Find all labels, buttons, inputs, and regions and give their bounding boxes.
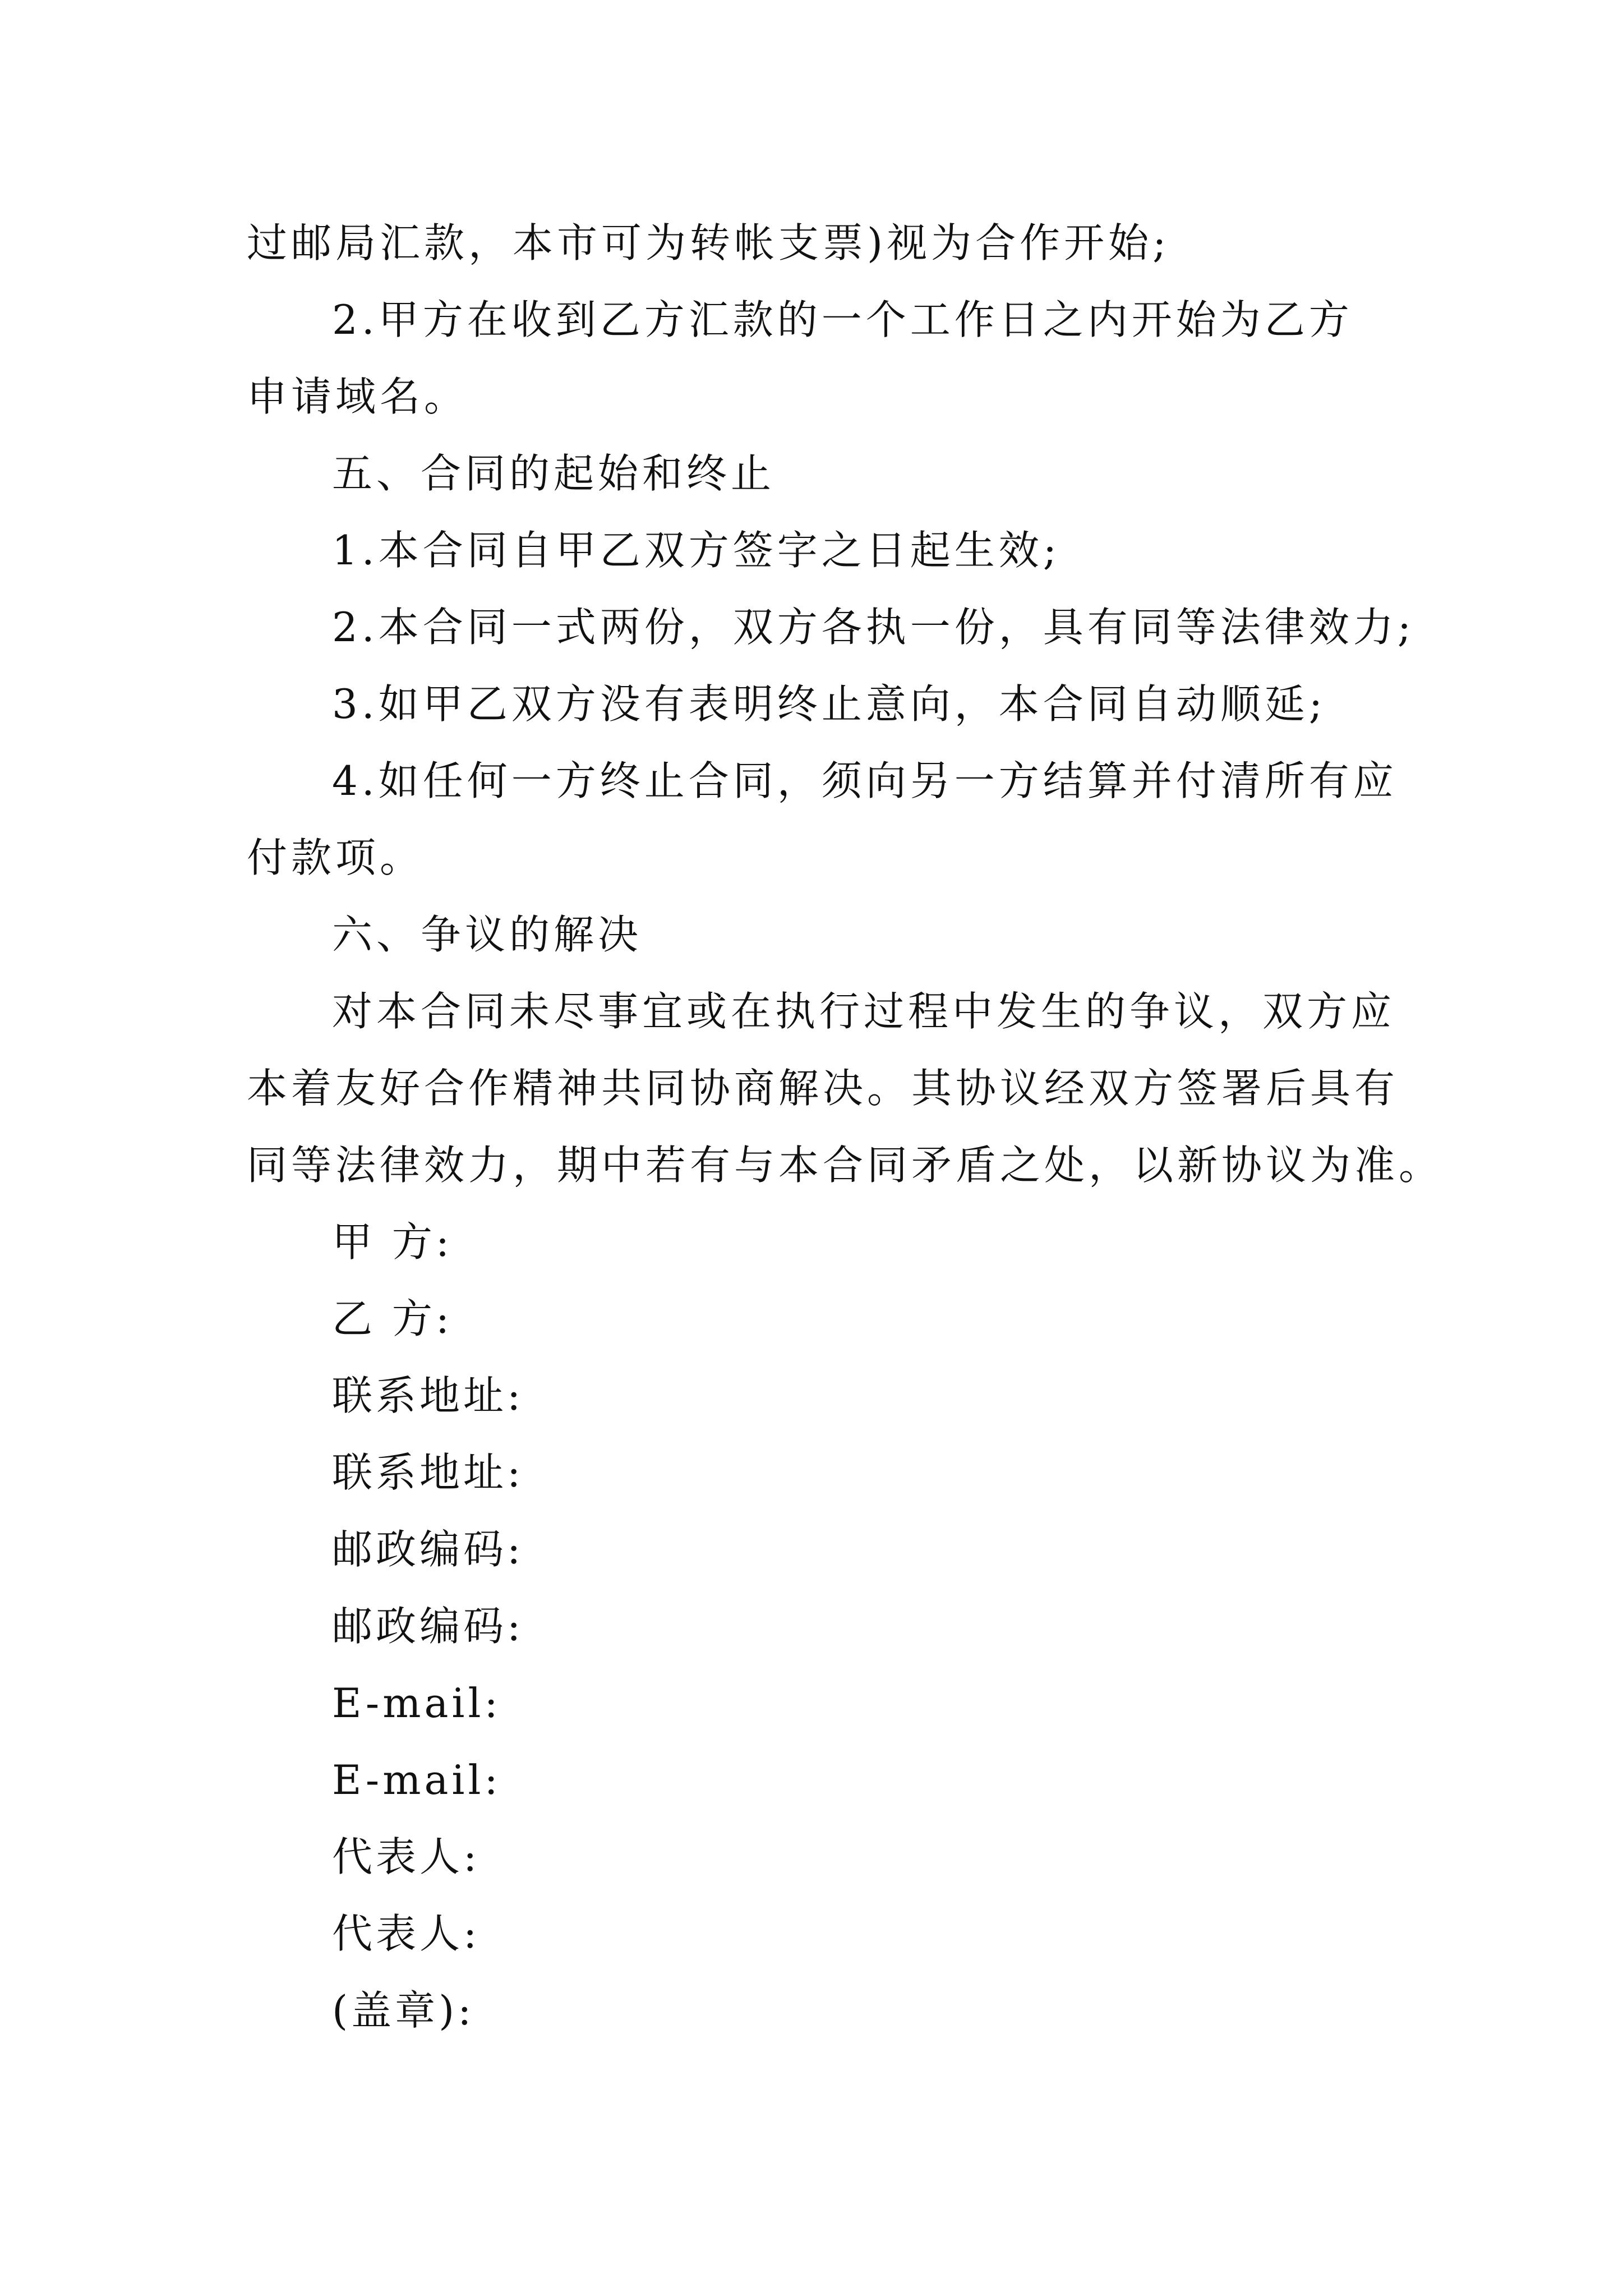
paragraph-line: 本着友好合作精神共同协商解决。其协议经双方签署后具有 [247, 1065, 1399, 1112]
representative-label: 代表人: [332, 1833, 481, 1880]
address-label: 联系地址: [332, 1372, 524, 1419]
party-b-label: 乙 方: [332, 1295, 453, 1342]
postal-code-label: 邮政编码: [332, 1603, 524, 1650]
email-label: E-mail: [332, 1756, 501, 1803]
document-body [247, 205, 1444, 2049]
clause-line: 3.如甲乙双方没有表明终止意向，本合同自动顺延; [332, 680, 1326, 728]
clause-line: 4.如任何一方终止合同，须向另一方结算并付清所有应 [332, 757, 1398, 804]
section-heading: 六、争议的解决 [332, 911, 643, 958]
postal-code-label: 邮政编码: [332, 1526, 524, 1573]
clause-line: 付款项。 [247, 834, 425, 881]
signature-block [247, 1204, 1385, 2049]
clause-line: 1.本合同自甲乙双方签字之日起生效; [332, 527, 1061, 574]
address-label: 联系地址: [332, 1449, 524, 1496]
paragraph-line: 申请域名。 [247, 373, 469, 420]
paragraph-line: 2.甲方在收到乙方汇款的一个工作日之内开始为乙方 [332, 296, 1353, 343]
party-a-label: 甲 方: [332, 1218, 453, 1266]
clause-line: 2.本合同一式两份，双方各执一份，具有同等法律效力; [332, 604, 1415, 651]
seal-label: (盖章): [332, 1987, 475, 2034]
representative-label: 代表人: [332, 1910, 481, 1957]
section-heading: 五、合同的起始和终止 [332, 450, 776, 497]
paragraph-line: 对本合同未尽事宜或在执行过程中发生的争议，双方应 [332, 988, 1396, 1035]
paragraph-line: 同等法律效力，期中若有与本合同矛盾之处，以新协议为准。 [247, 1142, 1444, 1189]
paragraph-line: 过邮局汇款，本市可为转帐支票)视为合作开始; [247, 219, 1170, 266]
email-label: E-mail: [332, 1680, 501, 1727]
